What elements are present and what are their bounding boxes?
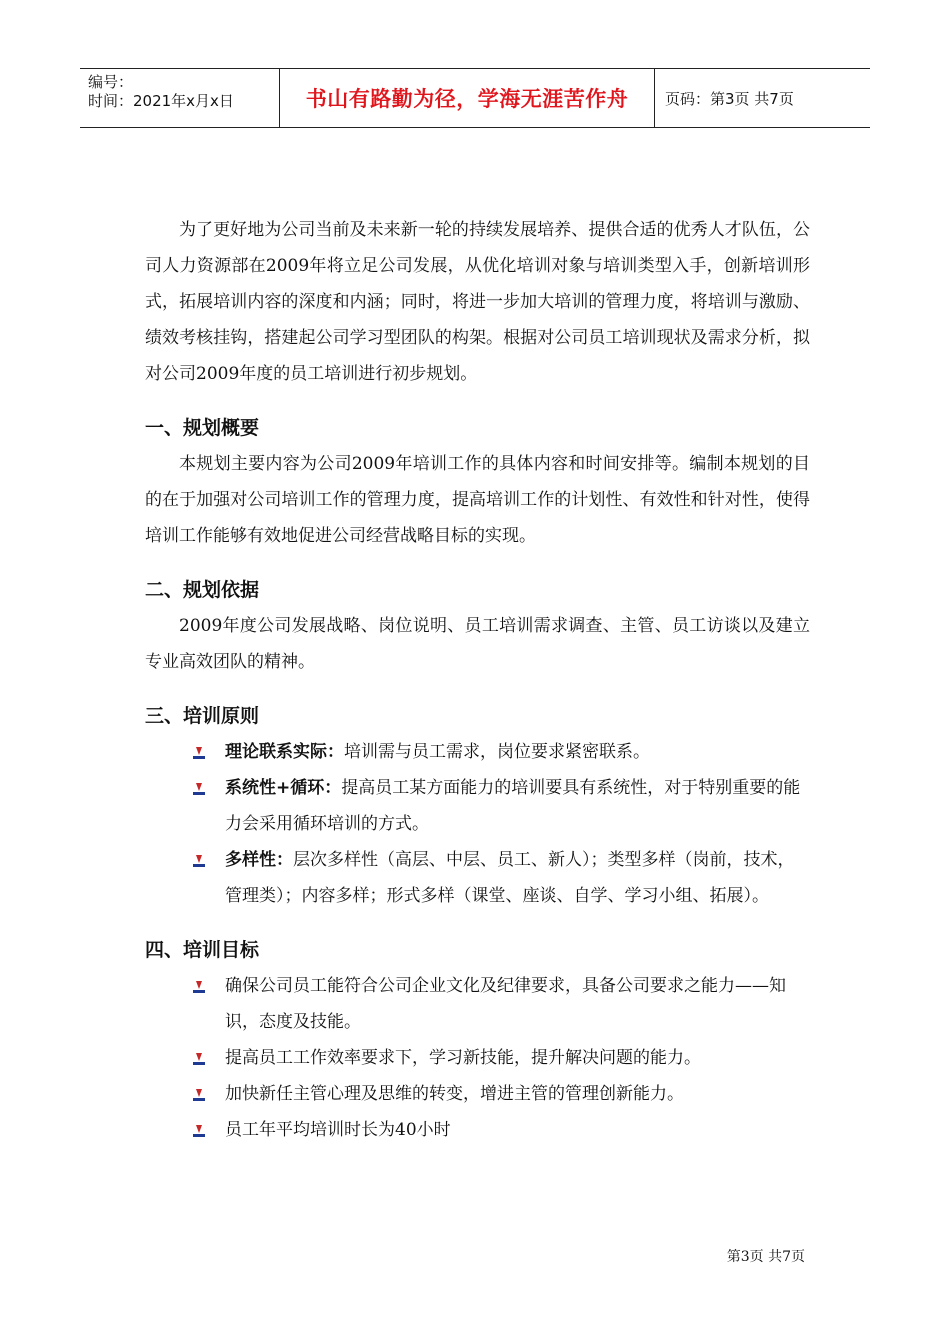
arrow-bullet-icon [193,855,205,867]
arrow-bullet-icon [193,1125,205,1137]
list-text: 确保公司员工能符合公司企业文化及纪律要求，具备公司要求之能力——知识，态度及技能。 [225,976,786,1032]
section-title: 一、规划概要 [145,417,260,439]
list-term: 理论联系实际： [225,742,344,762]
list-text: 提高员工工作效率要求下，学习新技能，提升解决问题的能力。 [225,1048,701,1068]
arrow-bullet-icon [193,1053,205,1065]
list-item [143,842,810,914]
list-item [143,968,810,1040]
arrow-bullet-icon [193,747,205,759]
list-item [143,1040,810,1076]
arrow-bullet-icon [193,1089,205,1101]
section-paragraph: 本规划主要内容为公司2009年培训工作的具体内容和时间安排等。编制本规划的目的在于加强对公司培训工作的管理力度，提高培训工作的计划性、有效性和针对性，使得培训工作能够有效地促进公司经营战略目标的实现。 [145,454,810,546]
list-item [143,1112,810,1148]
list-term: 系统性+循环： [225,778,342,798]
list-text: 加快新任主管心理及思维的转变，增进主管的管理创新能力。 [225,1084,684,1104]
section-title: 二、规划依据 [145,579,260,601]
arrow-bullet-icon [193,981,205,993]
header-page [655,69,870,127]
motto-text: 书山有路勤为径，学海无涯苦作舟 [305,87,629,111]
header-meta [80,69,280,127]
list-text: 员工年平均培训时长为40小时 [225,1120,451,1140]
page-header [80,68,870,128]
page-indicator: 页码：第3页 共7页 [665,89,794,108]
section-paragraph: 2009年度公司发展战略、岗位说明、员工培训需求调查、主管、员工访谈以及建立专业高效团队的精神。 [145,616,810,672]
principles-list [145,734,810,914]
doc-time: 时间：2021年x月x日 [88,92,234,110]
section-title: 四、培训目标 [145,939,260,961]
list-text: 培训需与员工需求，岗位要求紧密联系。 [344,742,650,762]
doc-number: 编号： [88,73,134,91]
list-item [143,770,810,842]
list-item [143,734,810,770]
list-text: 层次多样性（高层、中层、员工、新人）；类型多样（岗前，技术，管理类）；内容多样；形式多样（课堂、座谈、自学、学习小组、拓展）。 [225,850,795,906]
document-body [145,212,810,1148]
section-title: 三、培训原则 [145,705,260,727]
arrow-bullet-icon [193,783,205,795]
goals-list [145,968,810,1148]
header-motto [280,69,655,127]
page-footer: 第3页 共7页 [726,1249,805,1265]
list-term: 多样性： [225,850,293,870]
intro-paragraph: 为了更好地为公司当前及未来新一轮的持续发展培养、提供合适的优秀人才队伍，公司人力资源部在2009年将立足公司发展，从优化培训对象与培训类型入手，创新培训形式，拓展培训内容的深度和内涵；同时，将进一步加大培训的管理力度，将培训与激励、绩效考核挂钩，搭建起公司学习型团队的构架。根据对公司员工培训现状及需求分析，拟对公司2009年度的员工培训进行初步规划。 [145,220,810,384]
list-item [143,1076,810,1112]
list-text: 提高员工某方面能力的培训要具有系统性，对于特别重要的能力会采用循环培训的方式。 [225,778,801,834]
